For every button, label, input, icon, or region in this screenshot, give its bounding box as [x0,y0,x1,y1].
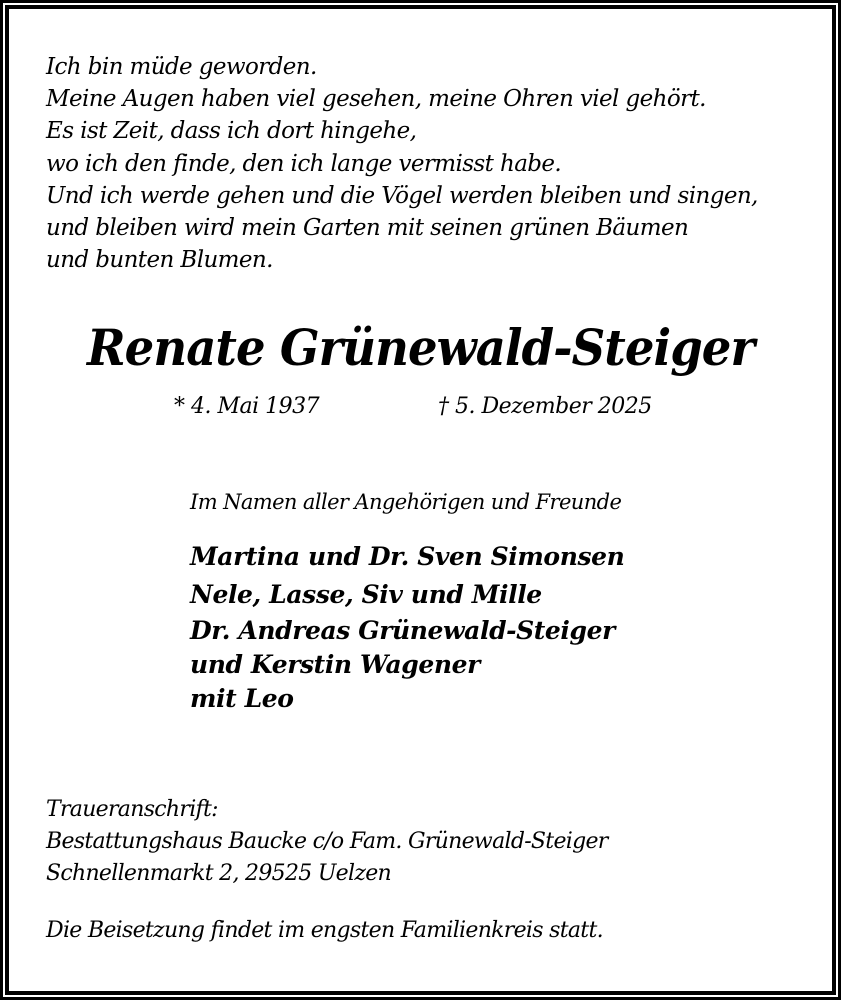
poem-line: Und ich werde gehen und die Vögel werden bleiben und singen, [46,182,758,209]
address-line: Schnellenmarkt 2, 29525 Uelzen [46,861,392,886]
death-date: † 5. Dezember 2025 [438,394,652,419]
mourners-intro: Im Namen aller Angehörigen und Freunde [190,490,622,514]
mourner-line: Dr. Andreas Grünewald-Steiger [190,616,615,645]
mourner-line: mit Leo [190,684,294,713]
mourner-line: und Kerstin Wagener [190,650,480,679]
poem-line: und bleiben wird mein Garten mit seinen grünen Bäumen [46,214,689,241]
birth-date: * 4. Mai 1937 [174,394,320,419]
mourning-address [46,794,608,890]
poem [46,51,758,276]
burial-note: Die Beisetzung findet im engsten Familienkreis statt. [46,918,603,943]
address-label: Traueranschrift: [46,797,218,822]
mourner-line: Nele, Lasse, Siv und Mille [190,580,542,609]
poem-line: Es ist Zeit, dass ich dort hingehe, [46,118,417,145]
address-line: Bestattungshaus Baucke c/o Fam. Grünewald-Steiger [46,829,608,854]
deceased-name: Renate Grünewald-Steiger [86,318,755,377]
mourner-line: Martina und Dr. Sven Simonsen [190,542,625,571]
poem-line: Meine Augen haben viel gesehen, meine Ohren viel gehört. [46,86,706,113]
mourners-list [190,538,624,716]
poem-line: und bunten Blumen. [46,247,273,274]
poem-line: Ich bin müde geworden. [46,54,317,80]
poem-line: wo ich den finde, den ich lange vermisst habe. [46,150,562,177]
